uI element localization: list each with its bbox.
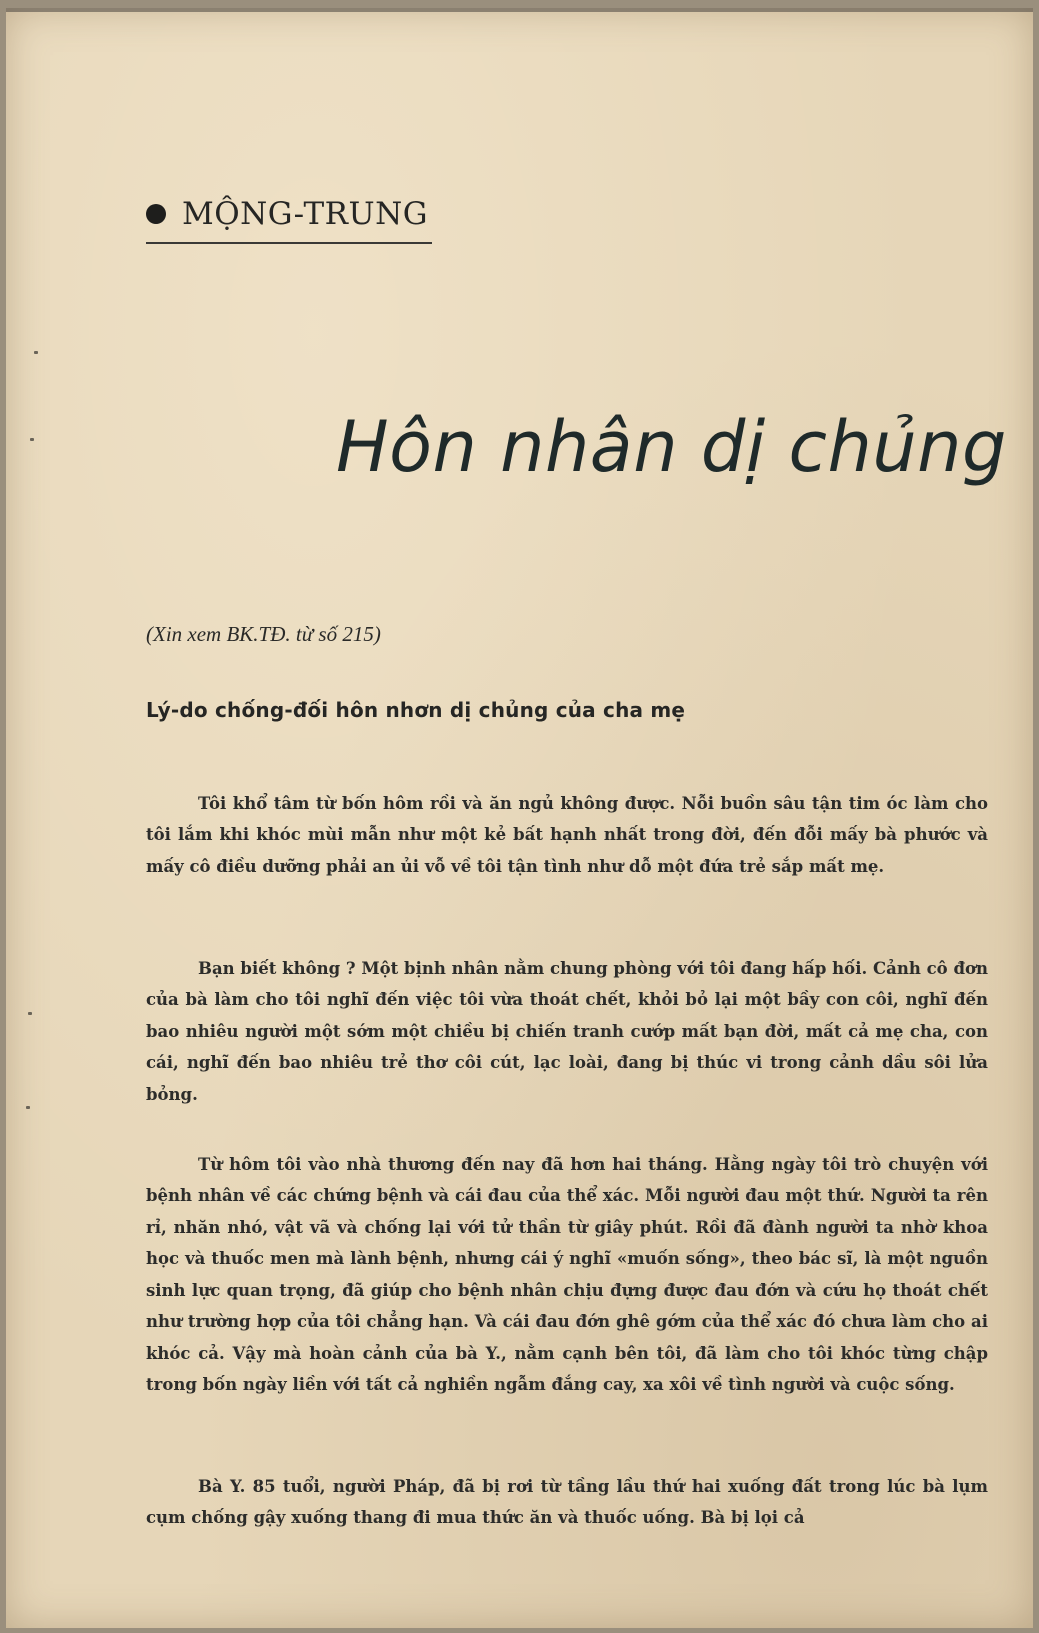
paragraph-2: Bạn biết không ? Một bịnh nhân nằm chung phòng với tôi đang hấp hối. Cảnh cô đơn của bà làm cho tôi nghĩ đến việc tôi vừa thoát chết, khỏi bỏ lại một bầy con côi, nghĩ đến bao nhiêu người một sớm một chiều bị chiến tranh cướp mất bạn đời, mất cả mẹ cha, con cái, nghĩ đến bao nhiêu trẻ thơ côi cút, lạc loài, đang bị thúc vi trong cảnh dầu sôi lửa bỏng. [146,958,988,1104]
paper-speck [30,438,34,441]
series-reference: (Xin xem BK.TĐ. từ số 215) [146,622,381,646]
page-top-edge [6,8,1033,12]
author-byline [146,196,436,232]
bullet-icon [146,204,166,224]
paragraph-1: Tôi khổ tâm từ bốn hôm rồi và ăn ngủ không được. Nỗi buồn sâu tận tim óc làm cho tôi lắm khi khóc mùi mẫn như một kẻ bất hạnh nhất trong đời, đến đỗi mấy bà phước và mấy cô điều dưỡng phải an ủi vỗ về tôi tận tình như dỗ một đứa trẻ sắp mất mẹ. [146,793,988,876]
paper-speck [26,1106,30,1109]
paper-speck [28,1012,32,1015]
paragraph-4: Bà Y. 85 tuổi, người Pháp, đã bị rơi từ tầng lầu thứ hai xuống đất trong lúc bà lụm cụm chống gậy xuống thang đi mua thức ăn và thuốc uống. Bà bị lọi cả [146,1476,988,1527]
paragraph-3: Từ hôm tôi vào nhà thương đến nay đã hơn hai tháng. Hằng ngày tôi trò chuyện với bệnh nhân về các chứng bệnh và cái đau của thể xác. Mỗi người đau một thứ. Người ta rên rỉ, nhăn nhó, vật vã và chống lại với tử thần từ giây phút. Rồi đã đành người ta nhờ khoa học và thuốc men mà lành bệnh, nhưng cái ý nghĩ «muốn sống», theo bác sĩ, là một nguồn sinh lực quan trọng, đã giúp cho bệnh nhân chịu đựng được đau đớn và cứu họ thoát chết như trường hợp của tôi chẳng hạn. Và cái đau đớn ghê gớm của thể xác đó chưa làm cho ai khóc cả. Vậy mà hoàn cảnh của bà Y., nằm cạnh bên tôi, đã làm cho tôi khóc từng chập trong bốn ngày liền với tất cả nghiền ngẫm đắng cay, xa xôi về tình người và cuộc sống. [146,1154,988,1394]
author-name: MỘNG-TRUNG [182,196,429,232]
article-title: Hôn nhân dị chủng [336,406,1007,488]
section-heading: Lý-do chống-đối hôn nhơn dị chủng của cha mẹ [146,698,686,722]
paper-speck [34,351,38,354]
magazine-page [6,8,1033,1628]
author-underline [146,242,432,244]
